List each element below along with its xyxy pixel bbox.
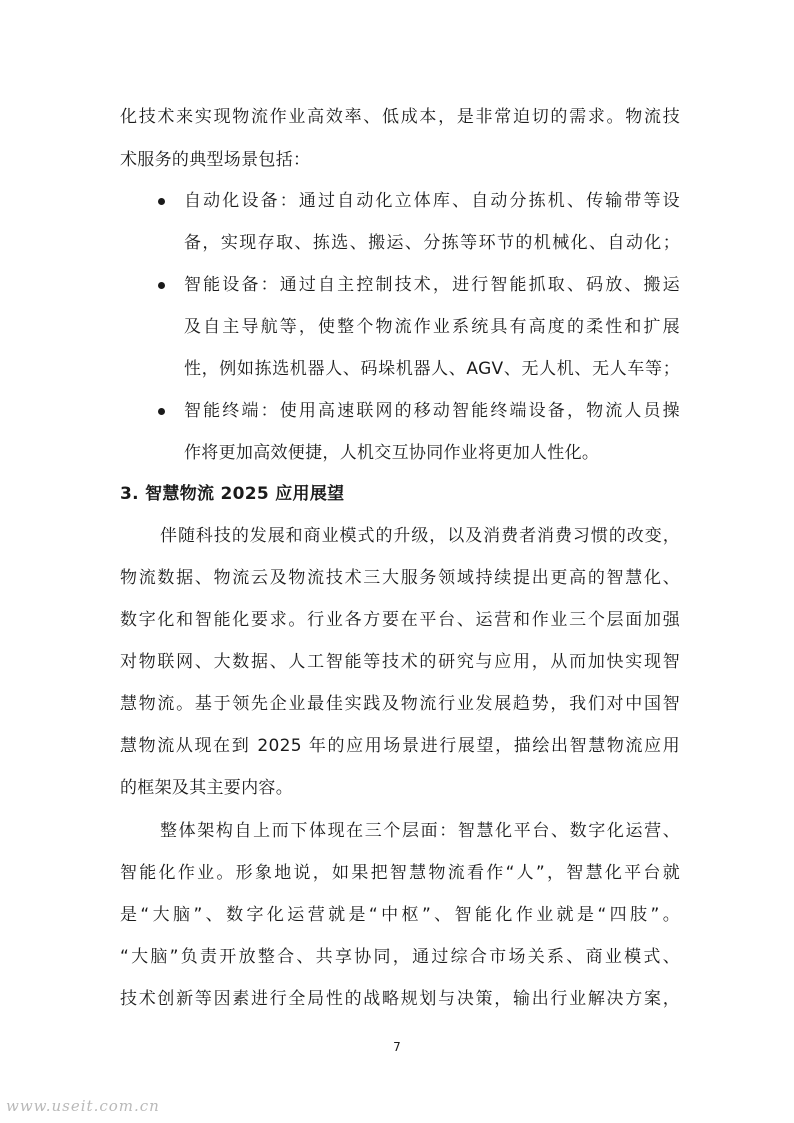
watermark: www.useit.com.cn [6, 1097, 160, 1115]
body-text-line: 技术创新等因素进行全局性的战略规划与决策，输出行业解决方案， [120, 989, 680, 1009]
body-text-line: “大脑”负责开放整合、共享协同，通过综合市场关系、商业模式、 [120, 947, 680, 967]
body-text-line: 整体架构自上而下体现在三个层面：智慧化平台、数字化运营、 [160, 821, 680, 841]
bullet-text-line: 智能终端：使用高速联网的移动智能终端设备，物流人员操 [184, 401, 680, 421]
section-heading: 3. 智慧物流 2025 应用展望 [120, 484, 345, 504]
body-text-line: 慧物流从现在到 2025 年的应用场景进行展望，描绘出智慧物流应用 [120, 736, 680, 756]
body-text-line: 术服务的典型场景包括： [120, 150, 311, 170]
body-text-line: 慧物流。基于领先企业最佳实践及物流行业发展趋势，我们对中国智 [120, 694, 680, 714]
bullet-icon [158, 198, 165, 205]
body-text-line: 化技术来实现物流作业高效率、低成本，是非常迫切的需求。物流技 [120, 107, 680, 127]
bullet-icon [158, 408, 165, 415]
body-text-line: 数字化和智能化要求。行业各方要在平台、运营和作业三个层面加强 [120, 610, 680, 630]
body-text-line: 是“大脑”、数字化运营就是“中枢”、智能化作业就是“四肢”。 [120, 905, 680, 925]
page-number: 7 [393, 1040, 401, 1054]
body-text-line: 的框架及其主要内容。 [120, 778, 293, 798]
body-text-line: 伴随科技的发展和商业模式的升级，以及消费者消费习惯的改变， [160, 526, 680, 546]
bullet-icon [158, 282, 165, 289]
bullet-text-line: 性，例如拣选机器人、码垛机器人、AGV、无人机、无人车等； [184, 359, 680, 379]
bullet-text-line: 智能设备：通过自主控制技术，进行智能抓取、码放、搬运 [184, 275, 680, 295]
bullet-text-line: 自动化设备：通过自动化立体库、自动分拣机、传输带等设 [184, 191, 680, 211]
bullet-text-line: 及自主导航等，使整个物流作业系统具有高度的柔性和扩展 [184, 317, 680, 337]
body-text-line: 智能化作业。形象地说，如果把智慧物流看作“人”，智慧化平台就 [120, 863, 680, 883]
bullet-text-line: 备，实现存取、拣选、搬运、分拣等环节的机械化、自动化； [184, 233, 680, 253]
body-text-line: 对物联网、大数据、人工智能等技术的研究与应用，从而加快实现智 [120, 652, 680, 672]
bullet-text-line: 作将更加高效便捷，人机交互协同作业将更加人性化。 [184, 443, 600, 463]
body-text-line: 物流数据、物流云及物流技术三大服务领域持续提出更高的智慧化、 [120, 568, 680, 588]
